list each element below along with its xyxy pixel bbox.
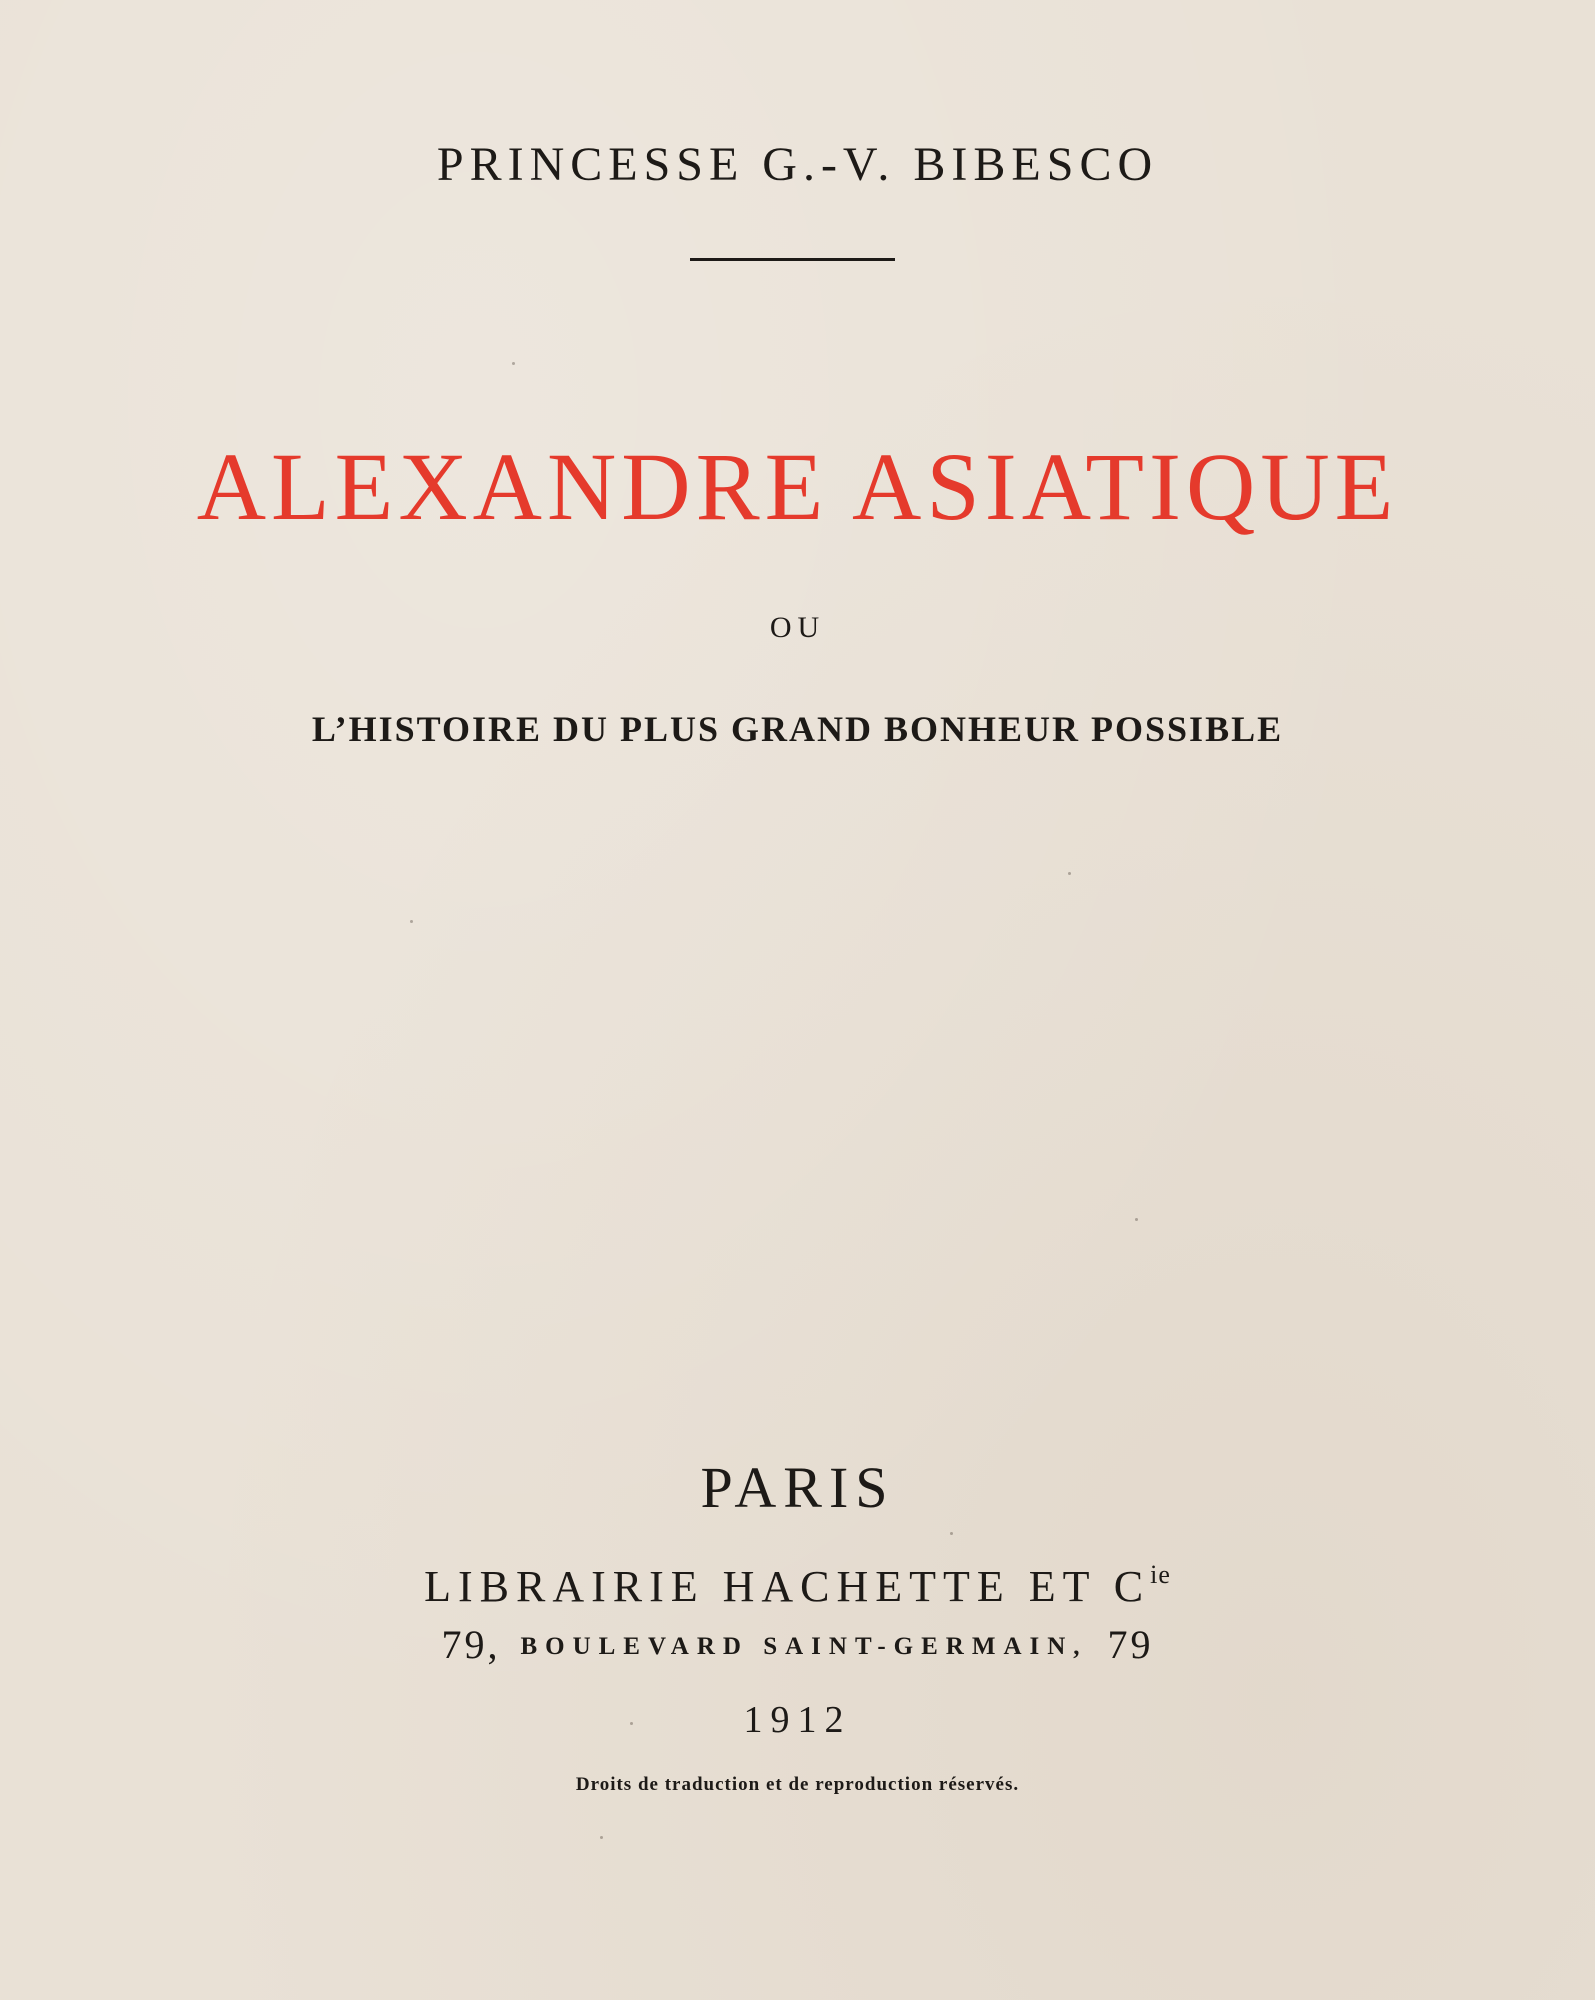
paper-speck — [512, 362, 515, 365]
rights-notice: Droits de traduction et de reproduction réservés. — [575, 1774, 1020, 1795]
publisher-name: LIBRAIRIE HACHETTE ET C — [424, 1562, 1151, 1611]
publication-year: 1912 — [743, 1699, 852, 1741]
paper-speck — [1068, 872, 1071, 875]
paper-speck — [410, 920, 413, 923]
paper-speck — [1135, 1218, 1138, 1221]
book-title: ALEXANDRE ASIATIQUE — [196, 433, 1399, 540]
author-name: PRINCESSE G.-V. BIBESCO — [436, 138, 1159, 191]
paper-speck — [630, 1722, 633, 1725]
address-street: BOULEVARD SAINT-GERMAIN, — [520, 1633, 1088, 1660]
imprint-address — [0, 1615, 1595, 1677]
paper-speck — [950, 1532, 953, 1535]
paper-speck — [600, 1836, 603, 1839]
decorative-rule — [690, 258, 895, 261]
publisher-suffix: ie — [1150, 1560, 1171, 1589]
address-number-left: 79, — [441, 1622, 501, 1667]
title-connector: OU — [769, 611, 826, 644]
address-number-right: 79 — [1107, 1622, 1154, 1667]
imprint-city: PARIS — [700, 1455, 895, 1520]
imprint-publisher — [0, 1545, 1595, 1617]
book-subtitle: L’HISTOIRE DU PLUS GRAND BONHEUR POSSIBLE — [311, 709, 1284, 749]
